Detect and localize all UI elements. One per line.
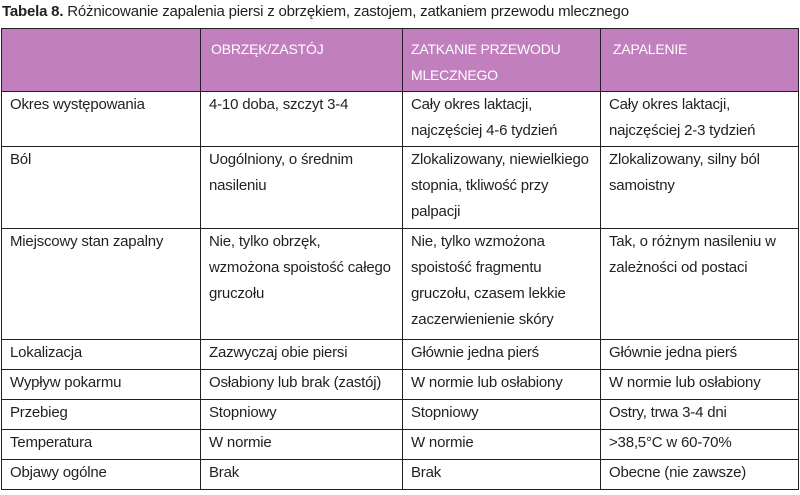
table-row bbox=[2, 459, 799, 489]
table-row bbox=[2, 369, 799, 399]
row-label: Okres występowania bbox=[2, 92, 201, 147]
table-cell: Obecne (nie zawsze) bbox=[601, 459, 799, 489]
table-row bbox=[2, 399, 799, 429]
table-cell: >38,5°C w 60-70% bbox=[601, 429, 799, 459]
table-cell: Cały okres laktacji, najczęściej 4-6 tydzień bbox=[403, 92, 601, 147]
table-cell: Osłabiony lub brak (zastój) bbox=[201, 369, 403, 399]
comparison-table bbox=[1, 28, 799, 490]
header-cell-empty bbox=[2, 29, 201, 92]
caption-label: Tabela 8. bbox=[2, 3, 64, 20]
table-cell: Brak bbox=[201, 459, 403, 489]
row-label: Lokalizacja bbox=[2, 339, 201, 369]
table-cell: Nie, tylko obrzęk, wzmożona spoistość całego gruczołu bbox=[201, 229, 403, 339]
table-cell: W normie bbox=[201, 429, 403, 459]
table-cell: W normie lub osłabiony bbox=[403, 369, 601, 399]
table-cell: Ostry, trwa 3-4 dni bbox=[601, 399, 799, 429]
row-label: Wypływ pokarmu bbox=[2, 369, 201, 399]
table-cell: Cały okres laktacji, najczęściej 2-3 tydzień bbox=[601, 92, 799, 147]
table-row bbox=[2, 339, 799, 369]
header-cell-obrzek: OBRZĘK/ZASTÓJ bbox=[201, 29, 403, 92]
table-caption bbox=[2, 3, 629, 21]
table-cell: Stopniowy bbox=[403, 399, 601, 429]
table-cell: Nie, tylko wzmożona spoistość fragmentu gruczołu, czasem lekkie zaczerwienienie skóry bbox=[403, 229, 601, 339]
table-cell: Brak bbox=[403, 459, 601, 489]
table-row bbox=[2, 429, 799, 459]
table-cell: Zazwyczaj obie piersi bbox=[201, 339, 403, 369]
row-label: Ból bbox=[2, 147, 201, 229]
table-cell: W normie lub osłabiony bbox=[601, 369, 799, 399]
table-cell: W normie bbox=[403, 429, 601, 459]
header-row bbox=[2, 29, 799, 92]
header-cell-zapalenie: ZAPALENIE bbox=[601, 29, 799, 92]
table-cell: 4-10 doba, szczyt 3-4 bbox=[201, 92, 403, 147]
table-row bbox=[2, 147, 799, 229]
row-label: Objawy ogólne bbox=[2, 459, 201, 489]
table-cell: Głównie jedna pierś bbox=[601, 339, 799, 369]
table-cell: Stopniowy bbox=[201, 399, 403, 429]
table-cell: Uogólniony, o średnim nasileniu bbox=[201, 147, 403, 229]
row-label: Miejscowy stan zapalny bbox=[2, 229, 201, 339]
row-label: Przebieg bbox=[2, 399, 201, 429]
table-cell: Głównie jedna pierś bbox=[403, 339, 601, 369]
table-row bbox=[2, 92, 799, 147]
table-cell: Zlokalizowany, silny ból samoistny bbox=[601, 147, 799, 229]
table-cell: Zlokalizowany, niewielkiego stopnia, tkliwość przy palpacji bbox=[403, 147, 601, 229]
table-cell: Tak, o różnym nasileniu w zależności od postaci bbox=[601, 229, 799, 339]
header-cell-zatkanie: ZATKANIE PRZEWODU MLECZNEGO bbox=[403, 29, 601, 92]
table-row bbox=[2, 229, 799, 339]
caption-text: Różnicowanie zapalenia piersi z obrzękiem, zastojem, zatkaniem przewodu mlecznego bbox=[63, 3, 629, 20]
row-label: Temperatura bbox=[2, 429, 201, 459]
